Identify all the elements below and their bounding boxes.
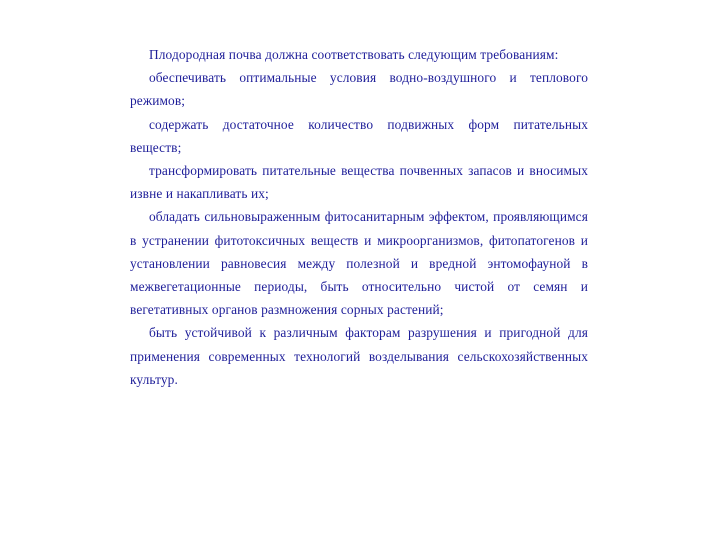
- document-body: [130, 43, 588, 391]
- requirement-paragraph: трансформировать питательные вещества почвенных запасов и вносимых извне и накапливать их;: [130, 163, 588, 202]
- requirement-paragraph: содержать достаточное количество подвижных форм питательных веществ;: [130, 116, 588, 155]
- requirement-paragraph: быть устойчивой к различным факторам разрушения и пригодной для применения современных технологий возделывания сельскохозяйственных культур.: [130, 325, 588, 387]
- intro-paragraph: Плодородная почва должна соответствовать следующим требованиям:: [149, 47, 559, 62]
- requirement-paragraph: обеспечивать оптимальные условия водно-воздушного и теплового режимов;: [130, 70, 588, 109]
- requirement-paragraph: обладать сильновыраженным фитосанитарным эффектом, проявляющимся в устранении фитотоксичных веществ и микроорганизмов, фитопатогенов и установлении равновесия между полезной и вредной энтомофауной в межвегетационные периоды, быть относительно чистой от семян и вегетативных органов размножения сорных растений;: [130, 209, 588, 318]
